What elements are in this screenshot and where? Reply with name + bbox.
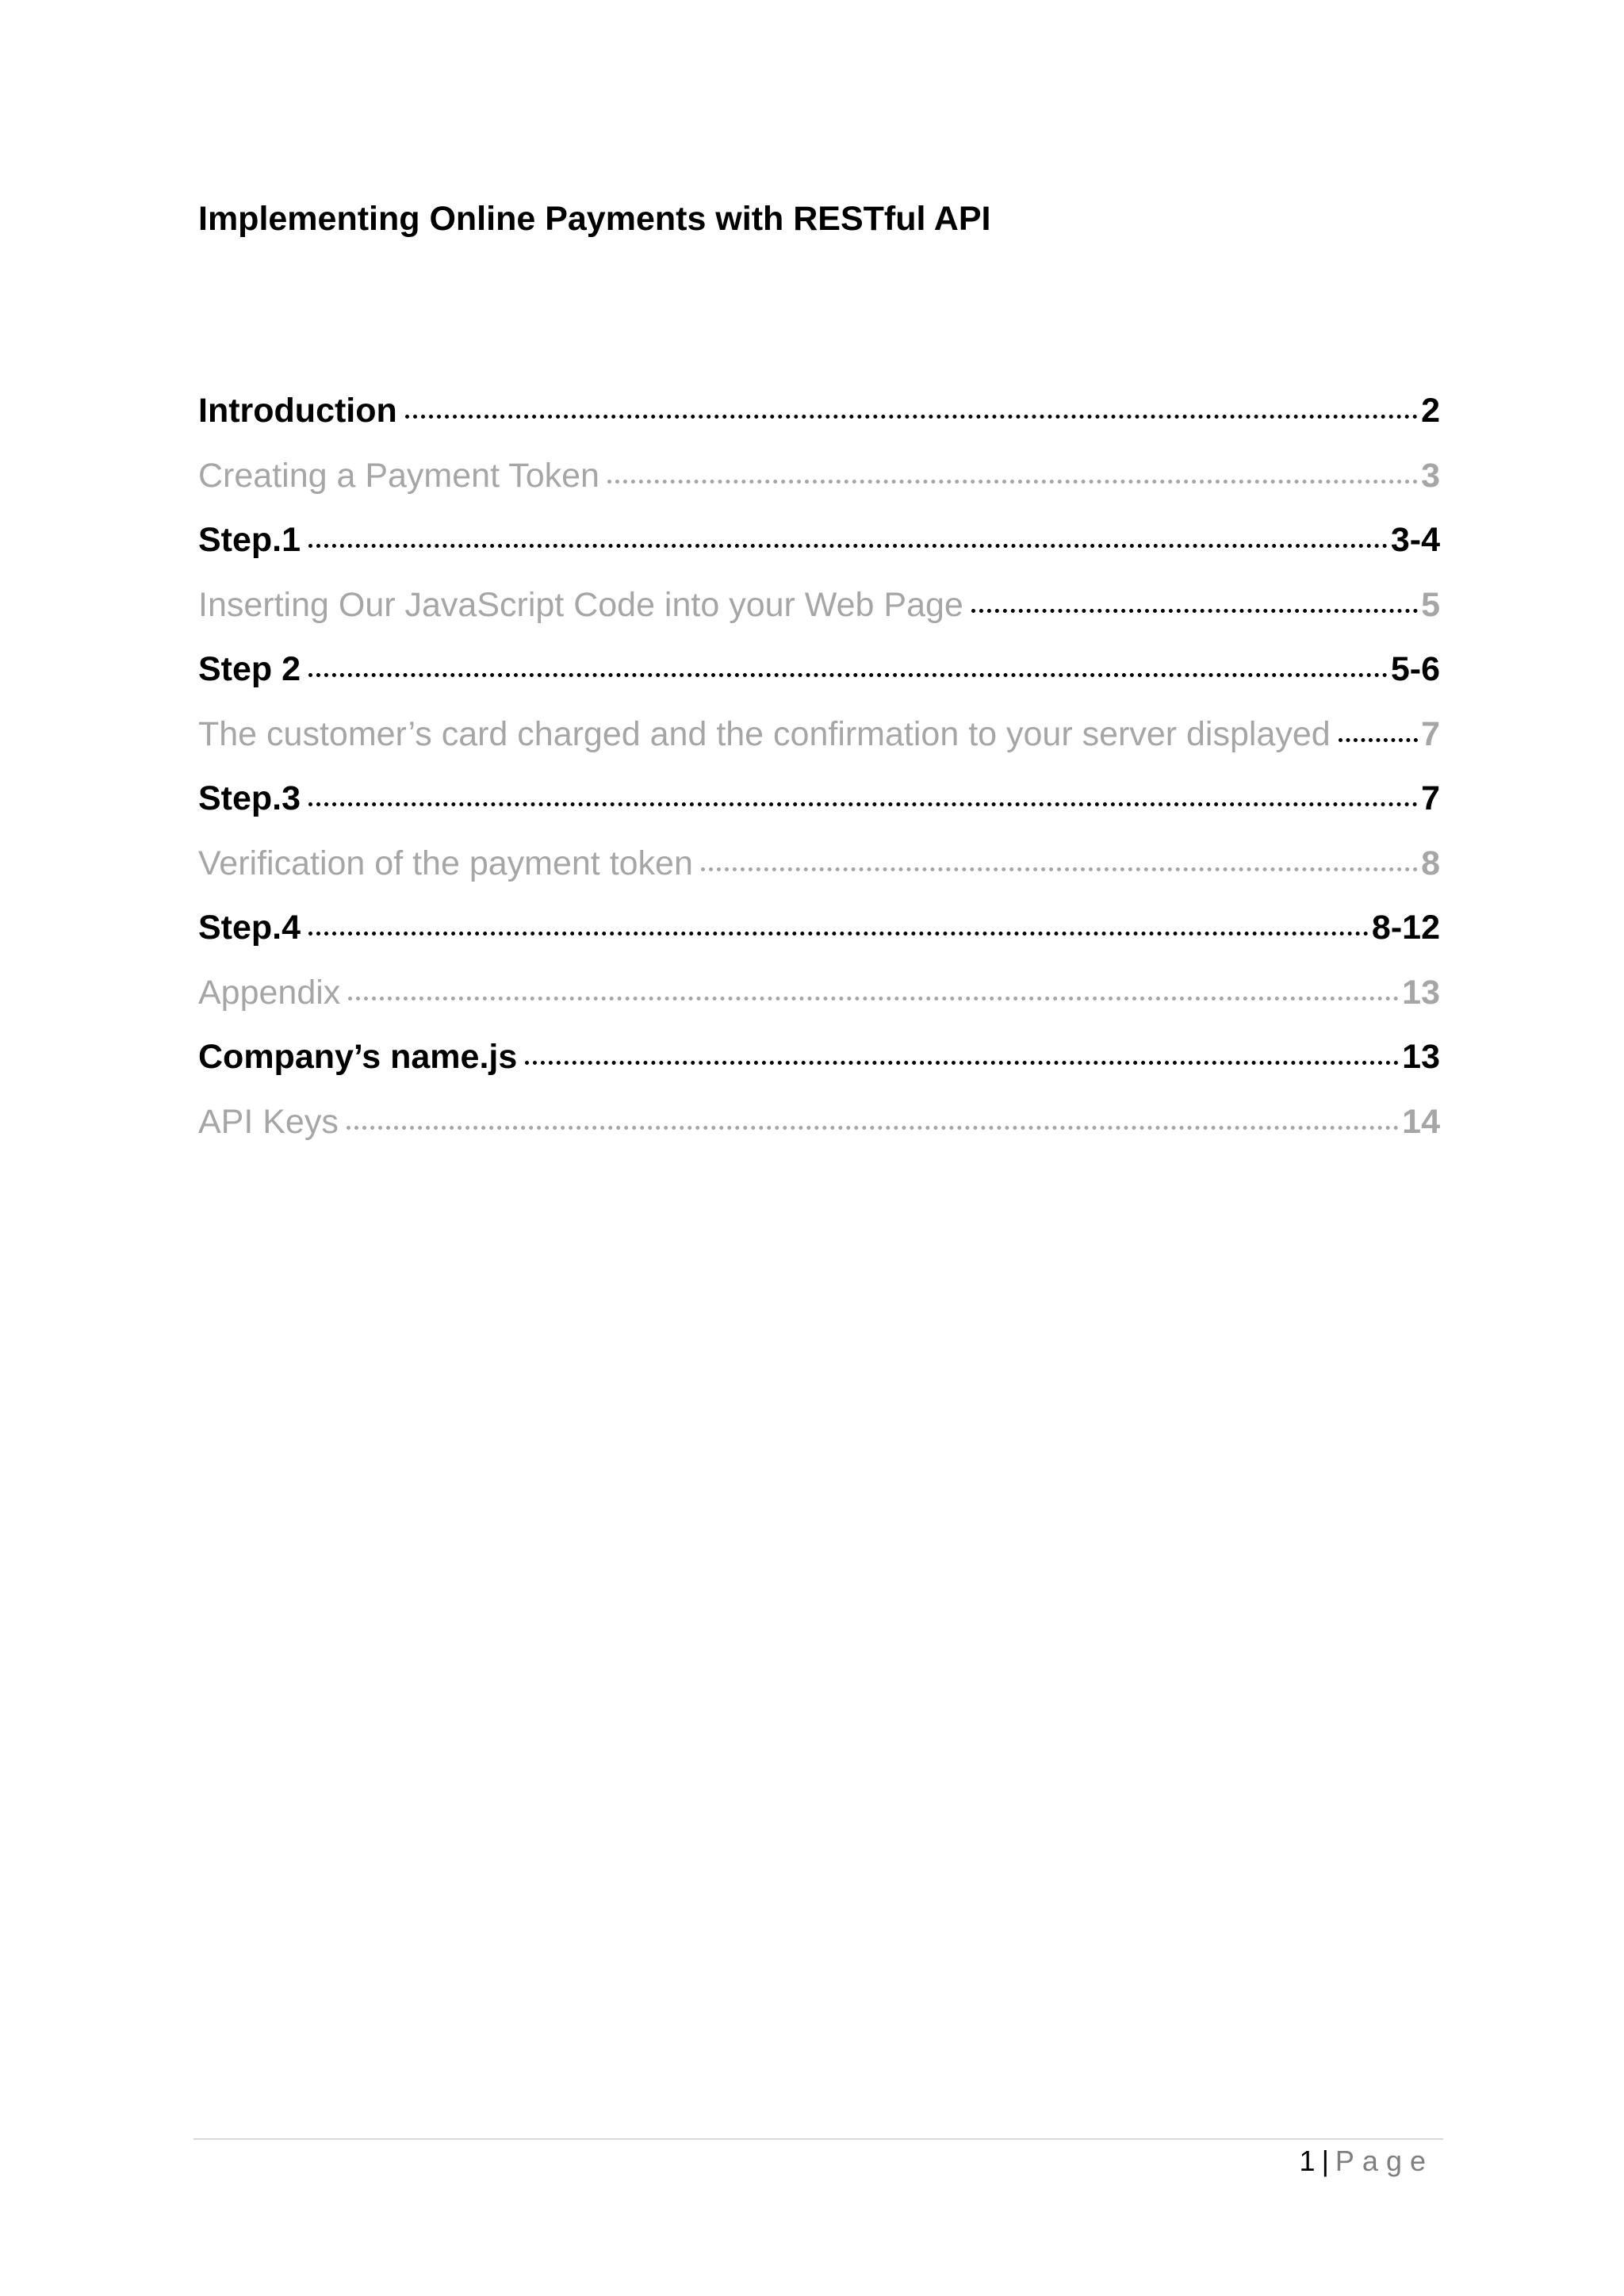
toc-entry-creating-payment-token[interactable] bbox=[198, 444, 1440, 509]
toc-dot-leader bbox=[405, 415, 1418, 419]
footer-page-number: 1 bbox=[1299, 2145, 1316, 2177]
toc-entry-page: 3 bbox=[1421, 456, 1440, 495]
toc-entry-page: 8 bbox=[1421, 844, 1440, 882]
toc-entry-label: API Keys bbox=[198, 1102, 339, 1141]
table-of-contents bbox=[198, 379, 1440, 1154]
toc-entry-page: 3-4 bbox=[1390, 521, 1440, 559]
toc-entry-card-charged[interactable] bbox=[198, 702, 1440, 767]
toc-entry-appendix[interactable] bbox=[198, 961, 1440, 1026]
toc-entry-api-keys[interactable] bbox=[198, 1090, 1440, 1155]
toc-entry-introduction[interactable] bbox=[198, 379, 1440, 444]
toc-dot-leader bbox=[701, 867, 1418, 871]
toc-entry-page: 14 bbox=[1402, 1102, 1440, 1141]
toc-dot-leader bbox=[347, 1126, 1399, 1130]
footer-separator: | bbox=[1321, 2145, 1329, 2177]
toc-entry-company-name-js[interactable] bbox=[198, 1025, 1440, 1090]
toc-entry-step-4[interactable] bbox=[198, 896, 1440, 961]
footer-divider bbox=[193, 2138, 1443, 2140]
toc-entry-label: Step.3 bbox=[198, 779, 301, 817]
toc-entry-label: The customer’s card charged and the confirmation to your server displayed bbox=[198, 714, 1331, 753]
toc-entry-label: Company’s name.js bbox=[198, 1038, 518, 1076]
toc-dot-leader bbox=[1339, 738, 1418, 742]
toc-entry-page: 7 bbox=[1421, 779, 1440, 817]
toc-entry-page: 13 bbox=[1402, 1038, 1440, 1076]
toc-entry-page: 13 bbox=[1402, 973, 1440, 1012]
toc-dot-leader bbox=[607, 480, 1418, 484]
toc-entry-label: Step 2 bbox=[198, 650, 301, 688]
toc-entry-label: Step.1 bbox=[198, 521, 301, 559]
toc-entry-page: 8-12 bbox=[1371, 909, 1440, 947]
toc-entry-page: 5 bbox=[1421, 585, 1440, 624]
toc-entry-page: 5-6 bbox=[1390, 650, 1440, 688]
toc-dot-leader bbox=[525, 1061, 1399, 1065]
toc-entry-step-1[interactable] bbox=[198, 508, 1440, 573]
toc-dot-leader bbox=[348, 997, 1399, 1001]
toc-entry-page: 7 bbox=[1421, 714, 1440, 753]
toc-entry-label: Creating a Payment Token bbox=[198, 456, 599, 495]
toc-dot-leader bbox=[308, 544, 1388, 548]
toc-entry-label: Step.4 bbox=[198, 909, 301, 947]
toc-entry-inserting-javascript[interactable] bbox=[198, 573, 1440, 638]
toc-entry-label: Verification of the payment token bbox=[198, 844, 693, 882]
toc-dot-leader bbox=[308, 673, 1388, 677]
toc-entry-label: Appendix bbox=[198, 973, 341, 1012]
toc-dot-leader bbox=[308, 802, 1418, 806]
toc-dot-leader bbox=[971, 609, 1418, 613]
toc-entry-label: Introduction bbox=[198, 392, 397, 430]
page-footer bbox=[1300, 2141, 1434, 2182]
toc-entry-step-3[interactable] bbox=[198, 767, 1440, 832]
toc-entry-label: Inserting Our JavaScript Code into your Web Page bbox=[198, 585, 963, 624]
toc-entry-step-2[interactable] bbox=[198, 637, 1440, 702]
document-title: Implementing Online Payments with RESTful API bbox=[198, 200, 991, 238]
toc-dot-leader bbox=[308, 932, 1369, 936]
footer-page-word: Page bbox=[1335, 2145, 1434, 2177]
toc-entry-page: 2 bbox=[1421, 392, 1440, 430]
toc-entry-verification[interactable] bbox=[198, 832, 1440, 897]
